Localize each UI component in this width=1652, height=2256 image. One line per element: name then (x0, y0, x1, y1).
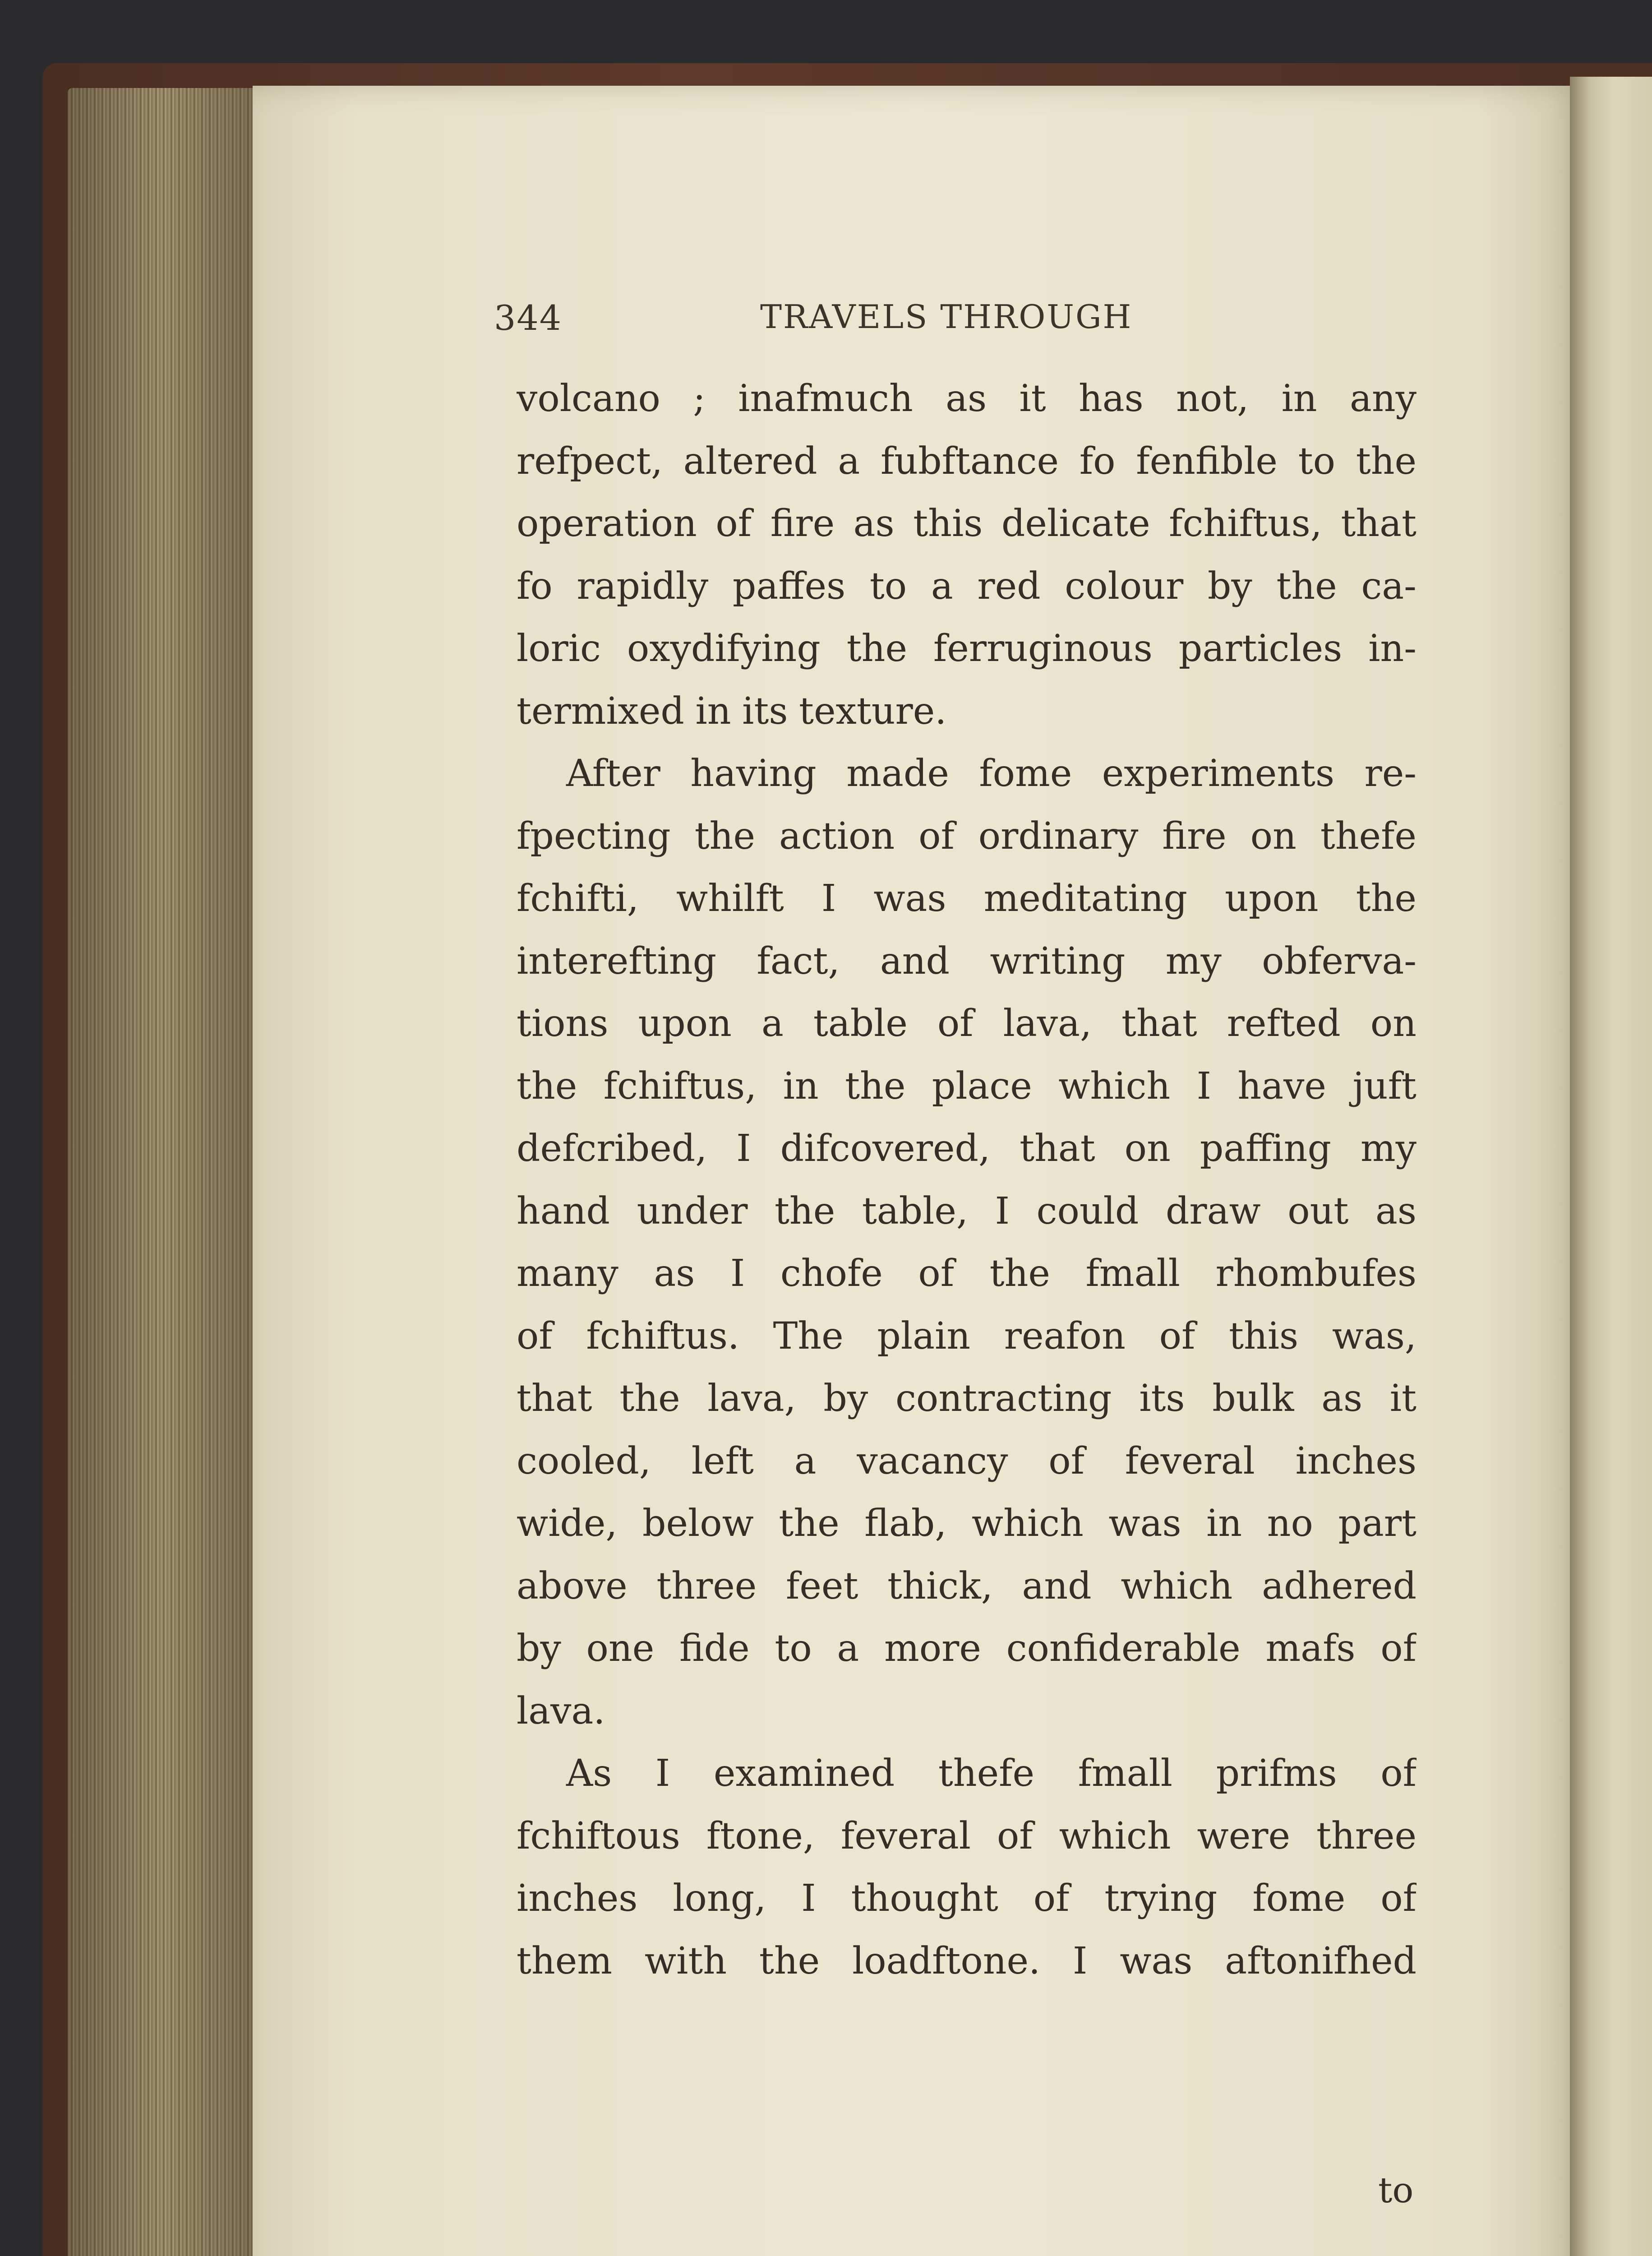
text-line: the fchiftus, in the place which I have juft (517, 1064, 1417, 1108)
text-line: loric oxydifying the ferruginous particles in- (517, 627, 1417, 670)
text-line: them with the loadftone. I was aftonifhed (517, 1939, 1417, 1983)
text-line: lava. (517, 1689, 605, 1733)
text-line: defcribed, I difcovered, that on paffing my (517, 1127, 1417, 1170)
text-line: many as I chofe of the fmall rhombufes (517, 1252, 1417, 1295)
catchword: to (1378, 2170, 1414, 2211)
text-line: wide, below the flab, which was in no part (517, 1502, 1417, 1545)
text-line: fo rapidly paffes to a red colour by the ca- (517, 564, 1417, 608)
text-line: tions upon a table of lava, that refted on (517, 1002, 1417, 1045)
text-line: fchiftous ftone, feveral of which were three (517, 1814, 1417, 1858)
text-line: cooled, left a vacancy of feveral inches (517, 1439, 1417, 1483)
text-line: of fchiftus. The plain reafon of this was, (517, 1314, 1417, 1358)
text-line: fchifti, whilft I was meditating upon the (517, 877, 1417, 920)
page-header (494, 298, 1417, 347)
text-line: termixed in its texture. (517, 689, 947, 733)
text-line: hand under the table, I could draw out as (517, 1189, 1417, 1233)
text-line: volcano ; inafmuch as it has not, in any (517, 377, 1417, 420)
text-line: As I examined thefe fmall prifms of (566, 1752, 1417, 1795)
text-line: After having made fome experiments re- (566, 752, 1417, 795)
text-line: inches long, I thought of trying fome of (517, 1877, 1417, 1920)
page-edges (68, 88, 257, 2256)
page-number: 344 (494, 298, 563, 338)
running-head: TRAVELS THROUGH (760, 298, 1133, 336)
text-line: refpect, altered a fubftance fo fenfible to the (517, 439, 1417, 483)
body-text (517, 368, 1417, 1992)
text-line: above three feet thick, and which adhered (517, 1564, 1417, 1608)
text-line: interefting fact, and writing my obferva- (517, 939, 1417, 983)
text-line: fpecting the action of ordinary fire on thefe (517, 814, 1417, 858)
facing-page-edge (1570, 77, 1652, 2256)
text-line: that the lava, by contracting its bulk as it (517, 1377, 1417, 1420)
text-line: by one fide to a more confiderable mafs of (517, 1627, 1417, 1670)
text-line: operation of fire as this delicate fchiftus, that (517, 502, 1417, 545)
